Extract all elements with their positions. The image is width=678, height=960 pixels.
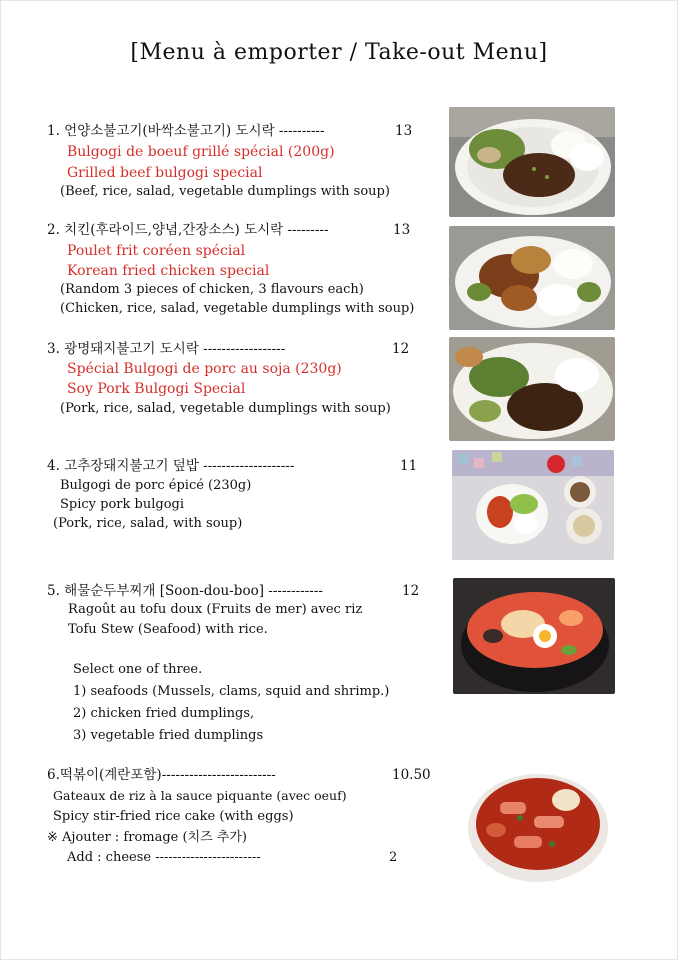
extra-option-price: 2 bbox=[389, 850, 398, 865]
item-name-english: Korean fried chicken special bbox=[67, 263, 270, 279]
option-line: 3) vegetable fried dumplings bbox=[73, 728, 264, 743]
item-description: (Chicken, rice, salad, vegetable dumplings with soup) bbox=[60, 301, 415, 316]
item-price: 13 bbox=[395, 123, 413, 139]
item-heading: 5. 해물순두부찌개 [Soon-dou-boo] ------------ bbox=[47, 583, 323, 599]
item-heading: 2. 치킨(후라이드,양념,간장소스) 도시락 --------- bbox=[47, 222, 329, 238]
option-heading: Select one of three. bbox=[73, 662, 203, 677]
item-name-english: Grilled beef bulgogi special bbox=[67, 165, 263, 181]
spicy-pork-bowl-photo bbox=[452, 450, 614, 560]
item-description: Bulgogi de porc épicé (230g) bbox=[60, 478, 252, 493]
item-description: Gateaux de riz à la sauce piquante (avec oeuf) bbox=[53, 788, 347, 803]
item-price: 13 bbox=[393, 222, 411, 238]
item-price: 11 bbox=[400, 458, 418, 474]
extra-option-line: Add : cheese ------------------------ bbox=[67, 850, 261, 865]
item-name-french: Spécial Bulgogi de porc au soja (230g) bbox=[67, 361, 342, 377]
item-heading: 6.떡볶이(계란포함)------------------------- bbox=[47, 767, 276, 783]
item-description: (Random 3 pieces of chicken, 3 flavours each) bbox=[60, 282, 364, 297]
item-heading: 3. 광명돼지불고기 도시락 ------------------ bbox=[47, 341, 286, 357]
tofu-stew-photo bbox=[453, 578, 615, 694]
item-description: Spicy pork bulgogi bbox=[60, 497, 184, 512]
beef-bulgogi-photo bbox=[449, 107, 615, 217]
page-title: [Menu à emporter / Take-out Menu] bbox=[130, 40, 548, 65]
item-heading: 4. 고추장돼지불고기 덮밥 -------------------- bbox=[47, 458, 295, 474]
fried-chicken-photo bbox=[449, 226, 615, 330]
item-name-french: Bulgogi de boeuf grillé spécial (200g) bbox=[67, 144, 335, 160]
item-description: (Pork, rice, salad, with soup) bbox=[53, 516, 243, 531]
item-heading: 1. 언양소불고기(바싹소불고기) 도시락 ---------- bbox=[47, 123, 325, 139]
item-description: (Beef, rice, salad, vegetable dumplings with soup) bbox=[60, 184, 390, 199]
soy-pork-photo bbox=[449, 337, 615, 441]
item-name-english: Soy Pork Bulgogi Special bbox=[67, 381, 246, 397]
option-line: 2) chicken fried dumplings, bbox=[73, 706, 255, 721]
item-price: 12 bbox=[392, 341, 410, 357]
item-description: (Pork, rice, salad, vegetable dumplings with soup) bbox=[60, 401, 391, 416]
tteokbokki-photo bbox=[460, 752, 615, 892]
item-price: 10.50 bbox=[392, 767, 431, 783]
item-name-french: Poulet frit coréen spécial bbox=[67, 243, 246, 259]
item-description: Tofu Stew (Seafood) with rice. bbox=[68, 622, 268, 637]
item-description: Ragoût au tofu doux (Fruits de mer) avec riz bbox=[68, 602, 363, 617]
option-line: 1) seafoods (Mussels, clams, squid and shrimp.) bbox=[73, 684, 390, 699]
extra-option: ※ Ajouter : fromage (치즈 추가) bbox=[47, 830, 248, 845]
item-price: 12 bbox=[402, 583, 420, 599]
item-description: Spicy stir-fried rice cake (with eggs) bbox=[53, 809, 294, 824]
